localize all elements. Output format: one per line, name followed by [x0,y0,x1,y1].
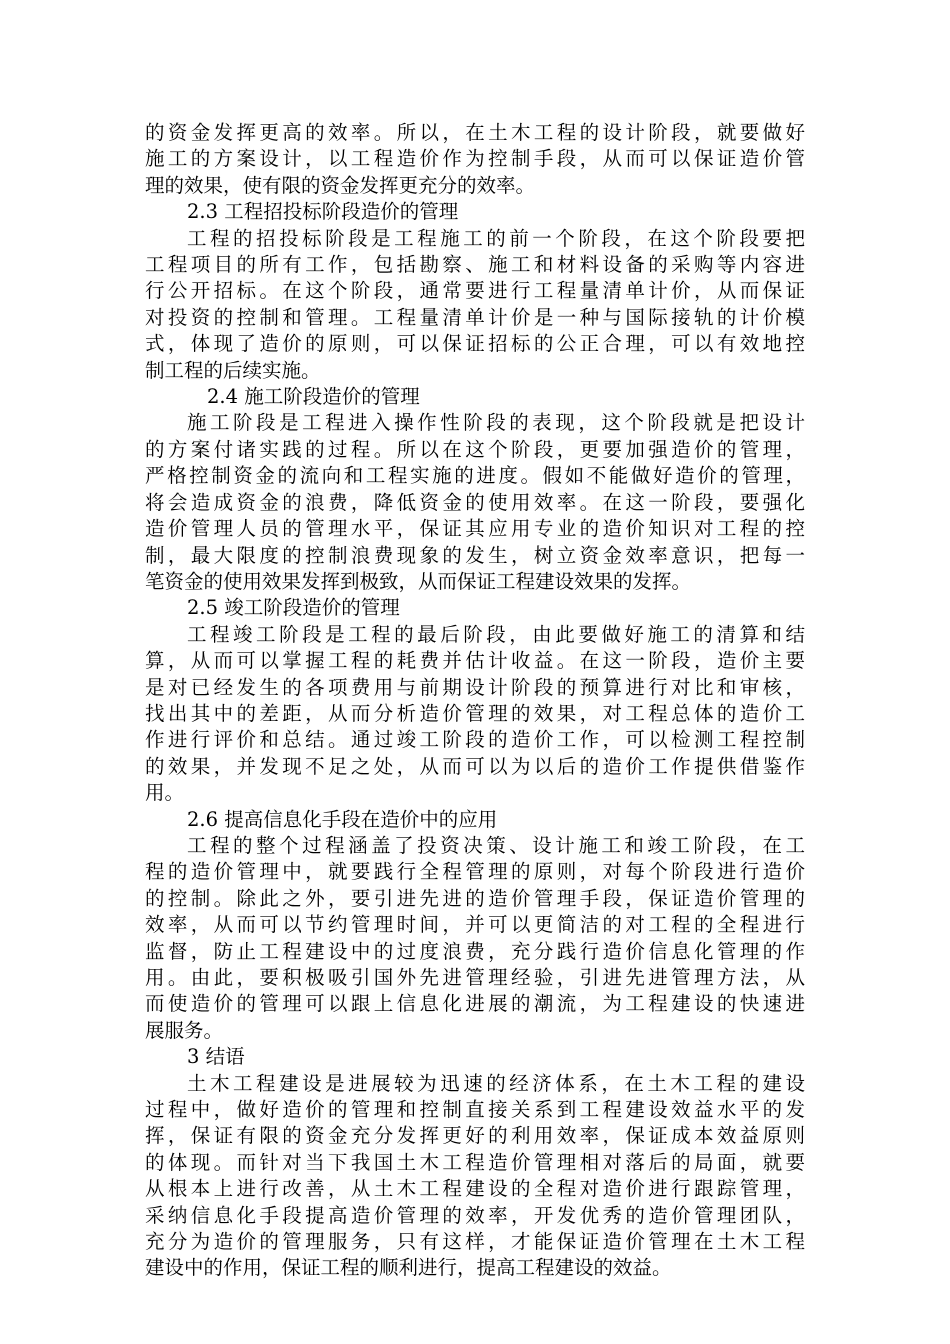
text-line: 式，体现了造价的原则，可以保证招标的公正合理，可以有效地控 [145,332,805,356]
text-line: 用。由此，要积极吸引国外先进管理经验，引进先进管理方法，从 [145,966,805,989]
text-line: 过程中，做好造价的管理和控制直接关系到工程建设效益水平的发 [145,1098,805,1122]
text-line: 工程项目的所有工作，包括勘察、施工和材料设备的采购等内容进 [145,253,805,277]
text-line: 的控制。除此之外，要引进先进的造价管理手段，保证造价管理的 [145,886,805,910]
paragraph [145,120,805,199]
text-line: 算，从而可以掌握工程的耗费并估计收益。在这一阶段，造价主要 [145,649,805,673]
text-line: 挥，保证有限的资金充分发挥更好的利用效率，保证成本效益原则 [145,1124,805,1148]
section-heading: 3 结语 [187,1045,245,1069]
text-line: 造价管理人员的管理水平，保证其应用专业的造价知识对工程的控 [145,517,805,541]
text-line: 建设中的作用，保证工程的顺利进行，提高工程建设的效益。 [145,1256,672,1280]
text-line: 行公开招标。在这个阶段，通常要进行工程量清单计价，从而保证 [145,279,805,303]
text-line: 程的造价管理中，就要践行全程管理的原则，对每个阶段进行造价 [145,860,805,884]
text-line: 的效果，并发现不足之处，从而可以为以后的造价工作提供借鉴作 [145,754,805,778]
section-heading: 2.4 施工阶段造价的管理 [207,385,420,409]
paragraph [145,833,805,1044]
text-line: 采纳信息化手段提高造价管理的效率，开发优秀的造价管理团队， [145,1203,805,1227]
paragraph [145,410,805,595]
text-line: 笔资金的使用效果发挥到极致，从而保证工程建设效果的发挥。 [145,569,692,593]
section-heading: 2.5 竣工阶段造价的管理 [187,596,400,620]
text-line: 工程竣工阶段是工程的最后阶段，由此要做好施工的清算和结 [187,622,805,646]
text-line: 展服务。 [145,1018,224,1042]
text-line: 找出其中的差距，从而分析造价管理的效果，对工程总体的造价工 [145,701,805,725]
text-line: 的方案付诸实践的过程。所以在这个阶段，更要加强造价的管理， [145,437,805,461]
text-line: 用。 [145,781,185,805]
paragraph [145,1071,805,1282]
text-line: 土木工程建设是进展较为迅速的经济体系，在土木工程的建设 [187,1071,805,1095]
paragraph [145,622,805,807]
text-line: 施工阶段是工程进入操作性阶段的表现，这个阶段就是把设计 [187,411,805,435]
text-line: 严格控制资金的流向和工程实施的进度。假如不能做好造价的管理， [145,464,805,488]
text-line: 效率，从而可以节约管理时间，并可以更简洁的对工程的全程进行 [145,913,805,937]
text-line: 作进行评价和总结。通过竣工阶段的造价工作，可以检测工程控制 [145,728,805,752]
text-line: 从根本上进行改善，从土木工程建设的全程对造价进行跟踪管理， [145,1177,805,1201]
text-line: 充分为造价的管理服务，只有这样，才能保证造价管理在土木工程 [145,1230,805,1254]
text-line: 制，最大限度的控制浪费现象的发生，树立资金效率意识，把每一 [145,543,805,567]
text-line: 制工程的后续实施。 [145,358,321,382]
text-line: 的体现。而针对当下我国土木工程造价管理相对落后的局面，就要 [145,1150,805,1174]
section-heading: 2.6 提高信息化手段在造价中的应用 [187,807,498,831]
document-page [145,120,805,1282]
text-line: 施工的方案设计，以工程造价作为控制手段，从而可以保证造价管 [145,147,805,171]
paragraph [145,226,805,384]
text-line: 将会造成资金的浪费，降低资金的使用效率。在这一阶段，要强化 [145,490,805,514]
section-heading: 2.3 工程招投标阶段造价的管理 [187,200,459,224]
text-line: 的资金发挥更高的效率。所以，在土木工程的设计阶段，就要做好 [145,121,805,144]
text-line: 对投资的控制和管理。工程量清单计价是一种与国际接轨的计价模 [145,305,805,329]
text-line: 而使造价的管理可以跟上信息化进展的潮流，为工程建设的快速进 [145,992,805,1016]
text-line: 工程的整个过程涵盖了投资决策、设计施工和竣工阶段，在工 [187,833,805,857]
text-line: 监督，防止工程建设中的过度浪费，充分践行造价信息化管理的作 [145,939,805,963]
text-line: 是对已经发生的各项费用与前期设计阶段的预算进行对比和审核， [145,675,805,699]
text-line: 工程的招投标阶段是工程施工的前一个阶段，在这个阶段要把 [187,226,805,250]
text-line: 理的效果，使有限的资金发挥更充分的效率。 [145,173,536,197]
